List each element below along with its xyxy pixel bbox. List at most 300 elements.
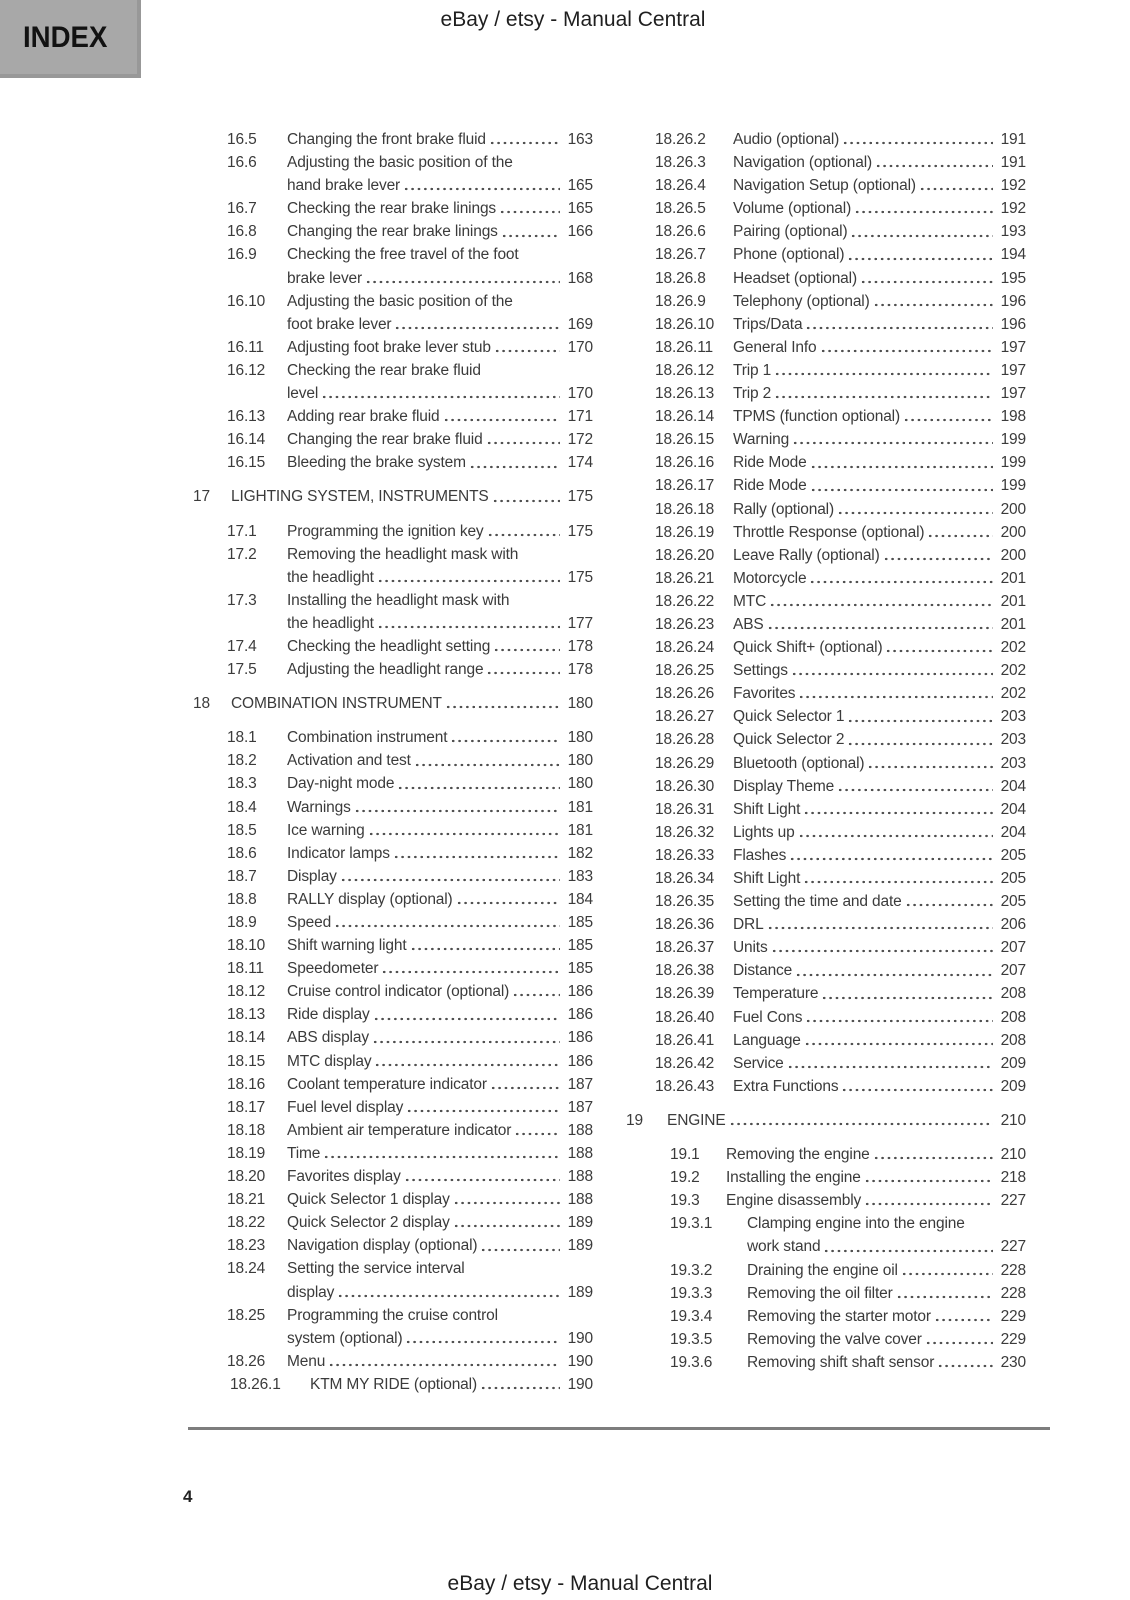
entry-body <box>747 1305 1026 1328</box>
entry-title-line: Navigation (optional) <box>733 154 873 172</box>
entry-body <box>287 1304 593 1350</box>
dot-leader <box>885 636 993 659</box>
entry-number: 18.26.26 <box>655 685 715 703</box>
toc-entry[interactable] <box>193 1026 593 1049</box>
dot-leader <box>804 1029 993 1052</box>
dot-leader <box>328 1350 560 1373</box>
toc-entry[interactable] <box>626 1189 1026 1212</box>
toc-entry[interactable] <box>193 1003 593 1026</box>
entry-title-line: Warning <box>733 431 790 449</box>
toc-entry[interactable] <box>626 567 1026 590</box>
entry-number: 18.7 <box>227 867 257 885</box>
entry-body <box>287 1119 593 1142</box>
entry-number: 18.4 <box>227 798 257 816</box>
dot-leader <box>847 243 993 266</box>
entry-title-line: Activation and test <box>287 752 411 770</box>
toc-entry[interactable] <box>626 798 1026 821</box>
toc-entry[interactable] <box>193 428 593 451</box>
toc-entry[interactable] <box>193 1119 593 1142</box>
entry-number: 19.3.4 <box>670 1307 713 1325</box>
toc-entry[interactable] <box>626 1143 1026 1166</box>
toc-entry[interactable] <box>626 544 1026 567</box>
dot-leader <box>450 726 560 749</box>
entry-title-line: Leave Rally (optional) <box>733 546 880 564</box>
toc-entry[interactable] <box>626 775 1026 798</box>
entry-page: 206 <box>1000 916 1026 934</box>
entry-body <box>733 705 1026 728</box>
entry-title-line: Service <box>733 1054 784 1072</box>
dot-leader <box>842 128 993 151</box>
dot-leader <box>453 1188 560 1211</box>
entry-title-line: system (optional) <box>287 1329 403 1347</box>
toc-entry[interactable] <box>626 521 1026 544</box>
dot-leader <box>860 267 993 290</box>
toc-entry[interactable] <box>193 819 593 842</box>
toc-entry[interactable] <box>193 749 593 772</box>
dot-leader <box>514 1119 560 1142</box>
dot-leader <box>767 613 993 636</box>
entry-title-line: ABS <box>733 615 764 633</box>
toc-entry[interactable] <box>626 1305 1026 1328</box>
toc-entry[interactable] <box>626 474 1026 497</box>
toc-entry[interactable] <box>626 867 1026 890</box>
entry-title-line: Favorites display <box>287 1168 401 1186</box>
entry-page: 189 <box>567 1214 593 1232</box>
entry-body <box>733 151 1026 174</box>
entry-number: 18.26 <box>227 1352 266 1370</box>
toc-entry[interactable] <box>626 290 1026 313</box>
entry-page: 228 <box>1000 1284 1026 1302</box>
entry-title-line: General Info <box>733 338 817 356</box>
dot-leader <box>368 819 560 842</box>
entry-page: 227 <box>1000 1192 1026 1210</box>
entry-page: 205 <box>1000 893 1026 911</box>
entry-title-line: Favorites <box>733 685 796 703</box>
toc-entry[interactable] <box>193 197 593 220</box>
dot-leader <box>403 174 560 197</box>
toc-entry[interactable] <box>626 636 1026 659</box>
toc-entry[interactable] <box>626 128 1026 151</box>
toc-entry[interactable] <box>626 890 1026 913</box>
entry-title-line: Display <box>287 867 337 885</box>
toc-entry[interactable] <box>193 359 593 405</box>
entry-number: 18.26.5 <box>655 200 706 218</box>
toc-entry[interactable] <box>626 590 1026 613</box>
dot-leader <box>445 692 560 715</box>
toc-entry[interactable] <box>193 243 593 289</box>
entry-title-line: Speed <box>287 914 332 931</box>
toc-entry[interactable] <box>626 682 1026 705</box>
entry-body <box>287 1188 593 1211</box>
entry-page: 202 <box>1000 685 1026 703</box>
toc-entry[interactable] <box>626 428 1026 451</box>
entry-title-line: Removing the engine <box>726 1146 870 1164</box>
entry-number: 18.26.18 <box>655 500 715 518</box>
dot-leader <box>925 1328 993 1351</box>
toc-entry[interactable] <box>626 1006 1026 1029</box>
entry-number: 18.3 <box>227 775 257 793</box>
entry-page: 200 <box>1000 500 1026 518</box>
entry-body <box>733 613 1026 636</box>
toc-entry[interactable] <box>626 1259 1026 1282</box>
toc-entry[interactable] <box>626 359 1026 382</box>
entry-body <box>287 520 593 543</box>
toc-entry[interactable] <box>626 451 1026 474</box>
entry-page: 184 <box>567 890 593 908</box>
entry-body <box>733 659 1026 682</box>
entry-page: 229 <box>1000 1330 1026 1348</box>
entry-page: 191 <box>1000 154 1026 172</box>
dot-leader <box>867 752 993 775</box>
entry-number: 18.19 <box>227 1144 266 1162</box>
entry-page: 204 <box>1000 777 1026 795</box>
entry-title-line: Adjusting foot brake lever stub <box>287 338 491 356</box>
entry-number: 18.14 <box>227 1029 266 1047</box>
entry-number: 18.5 <box>227 821 257 839</box>
entry-number: 18.26.21 <box>655 569 715 587</box>
toc-entry[interactable] <box>626 151 1026 174</box>
toc-entry[interactable] <box>193 151 593 197</box>
entry-page: 180 <box>567 752 593 770</box>
entry-page: 201 <box>1000 592 1026 610</box>
entry-page: 218 <box>1000 1169 1026 1187</box>
entry-number: 19.3.1 <box>670 1215 713 1233</box>
entry-title-line: Quick Selector 2 display <box>287 1214 450 1232</box>
entry-number: 18.26.42 <box>655 1054 715 1072</box>
dot-leader <box>354 796 560 819</box>
toc-entry[interactable] <box>193 957 593 980</box>
entry-page: 193 <box>1000 223 1026 241</box>
dot-leader <box>501 220 560 243</box>
index-tab-label: INDEX <box>23 21 108 54</box>
toc-entry[interactable] <box>193 658 593 681</box>
entry-number: 19.1 <box>670 1146 700 1164</box>
entry-body <box>733 590 1026 613</box>
entry-page: 187 <box>567 1075 593 1093</box>
toc-entry[interactable] <box>193 1188 593 1211</box>
dot-leader <box>809 567 993 590</box>
toc-entry[interactable] <box>193 772 593 795</box>
entry-number: 18.26.3 <box>655 154 706 172</box>
entry-title-line: Distance <box>733 962 793 980</box>
dot-leader <box>767 913 993 936</box>
toc-entry[interactable] <box>193 543 593 589</box>
entry-title-line: Removing the starter motor <box>747 1307 931 1325</box>
entry-body <box>733 544 1026 567</box>
entry-body <box>733 451 1026 474</box>
entry-page: 188 <box>567 1191 593 1209</box>
footer-rule <box>188 1427 1050 1430</box>
entry-page: 186 <box>567 1006 593 1024</box>
entry-body <box>733 936 1026 959</box>
dot-leader <box>854 197 993 220</box>
dot-leader <box>512 980 560 1003</box>
toc-entry[interactable] <box>193 1096 593 1119</box>
entry-page: 201 <box>1000 569 1026 587</box>
toc-entry[interactable] <box>193 128 593 151</box>
entry-number: 18.6 <box>227 844 257 862</box>
entry-page: 192 <box>1000 200 1026 218</box>
entry-body <box>287 428 593 451</box>
toc-entry[interactable] <box>626 1351 1026 1374</box>
entry-number: 16.14 <box>227 431 266 449</box>
entry-title-line: Setting the time and date <box>733 893 902 911</box>
entry-body <box>287 1257 593 1303</box>
dot-leader <box>883 544 993 567</box>
entry-number: 18.26.25 <box>655 662 715 680</box>
entry-body <box>287 336 593 359</box>
entry-title-line: Throttle Response (optional) <box>733 523 925 541</box>
entry-body <box>733 913 1026 936</box>
entry-page: 200 <box>1000 546 1026 564</box>
entry-page: 190 <box>567 1352 593 1370</box>
entry-title-line: Settings <box>733 662 788 680</box>
toc-entry[interactable] <box>193 842 593 865</box>
toc-entry[interactable] <box>626 267 1026 290</box>
entry-number: 18.26.36 <box>655 916 715 934</box>
entry-number: 18.26.43 <box>655 1077 715 1095</box>
entry-number: 19.2 <box>670 1169 700 1187</box>
toc-entry[interactable] <box>193 635 593 658</box>
entry-page: 204 <box>1000 823 1026 841</box>
entry-number: 18.16 <box>227 1075 266 1093</box>
entry-body <box>733 798 1026 821</box>
toc-entry[interactable] <box>193 1073 593 1096</box>
toc-entry[interactable] <box>193 1211 593 1234</box>
entry-page: 205 <box>1000 846 1026 864</box>
entry-page: 181 <box>567 821 593 839</box>
entry-page: 170 <box>567 385 593 403</box>
entry-body <box>287 957 593 980</box>
entry-title-line: Changing the front brake fluid <box>287 131 486 148</box>
entry-body <box>733 359 1026 382</box>
dot-leader <box>837 498 993 521</box>
entry-title-line: Removing the headlight mask with <box>287 545 519 563</box>
entry-body <box>733 682 1026 705</box>
entry-number: 18.26.39 <box>655 985 715 1003</box>
entry-number: 18.12 <box>227 983 266 1001</box>
toc-entry[interactable] <box>193 796 593 819</box>
toc-entry[interactable] <box>626 821 1026 844</box>
entry-body <box>287 726 593 749</box>
entry-title-line: Quick Selector 1 <box>733 708 845 726</box>
toc-entry[interactable] <box>193 220 593 243</box>
entry-body <box>231 485 593 508</box>
entry-number: 18.18 <box>227 1121 266 1139</box>
toc-entry[interactable] <box>626 243 1026 266</box>
toc-entry[interactable] <box>193 485 593 508</box>
entry-body <box>287 359 593 405</box>
toc-entry[interactable] <box>626 705 1026 728</box>
toc-entry[interactable] <box>626 844 1026 867</box>
toc-entry[interactable] <box>626 728 1026 751</box>
toc-entry[interactable] <box>193 726 593 749</box>
entry-page: 197 <box>1000 361 1026 379</box>
dot-leader <box>456 888 560 911</box>
entry-body <box>733 197 1026 220</box>
toc-entry[interactable] <box>626 1029 1026 1052</box>
toc-entry[interactable] <box>193 1257 593 1303</box>
dot-leader <box>480 1373 560 1396</box>
entry-title-line: Extra Functions <box>733 1077 839 1095</box>
entry-body <box>733 498 1026 521</box>
entry-number: 18.26.23 <box>655 615 715 633</box>
toc-entry[interactable] <box>193 1142 593 1165</box>
entry-number: 18.26.6 <box>655 223 706 241</box>
entry-title-line: Shift Light <box>733 870 801 887</box>
entry-number: 19.3.5 <box>670 1330 713 1348</box>
entry-number: 18.15 <box>227 1052 266 1070</box>
toc-entry[interactable] <box>626 1075 1026 1098</box>
entry-number: 17.4 <box>227 637 257 655</box>
toc-entry[interactable] <box>193 1373 593 1396</box>
entry-title-line: Combination instrument <box>287 729 448 747</box>
toc-entry[interactable] <box>193 1050 593 1073</box>
toc-entry[interactable] <box>626 313 1026 336</box>
toc-column-left <box>193 128 593 1396</box>
toc-entry[interactable] <box>193 589 593 635</box>
dot-leader <box>492 485 560 508</box>
toc-entry[interactable] <box>193 290 593 336</box>
entry-title-line: Checking the rear brake fluid <box>287 361 481 379</box>
entry-page: 196 <box>1000 315 1026 333</box>
dot-leader <box>934 1305 993 1328</box>
entry-page: 187 <box>567 1098 593 1116</box>
entry-number: 16.11 <box>227 338 264 356</box>
toc-entry[interactable] <box>626 1328 1026 1351</box>
toc-entry[interactable] <box>626 913 1026 936</box>
entry-body <box>733 959 1026 982</box>
dot-leader <box>334 911 560 934</box>
dot-leader <box>937 1351 993 1374</box>
toc-entry[interactable] <box>626 382 1026 405</box>
toc-entry[interactable] <box>193 934 593 957</box>
entry-page: 196 <box>1000 292 1026 310</box>
toc-entry[interactable] <box>626 982 1026 1005</box>
toc-entry[interactable] <box>626 1282 1026 1305</box>
toc-entry[interactable] <box>193 1165 593 1188</box>
toc-entry[interactable] <box>193 451 593 474</box>
entry-page: 178 <box>567 661 593 679</box>
toc-entry[interactable] <box>193 865 593 888</box>
entry-number: 17.5 <box>227 661 257 679</box>
dot-leader <box>373 1003 560 1026</box>
toc-entry[interactable] <box>626 1212 1026 1258</box>
entry-title-line: Quick Shift+ (optional) <box>733 639 883 657</box>
entry-title-line: Quick Selector 2 <box>733 731 845 749</box>
toc-entry[interactable] <box>626 405 1026 428</box>
entry-title-line: Shift Light <box>733 800 801 818</box>
entry-body <box>287 772 593 795</box>
entry-body <box>733 128 1026 151</box>
toc-entry[interactable] <box>626 752 1026 775</box>
dot-leader <box>810 474 993 497</box>
entry-number: 18.26.20 <box>655 546 715 564</box>
toc-entry[interactable] <box>193 1350 593 1373</box>
entry-number: 16.10 <box>227 292 266 310</box>
toc-entry[interactable] <box>626 174 1026 197</box>
entry-number: 18.26.19 <box>655 523 715 541</box>
entry-number: 18.17 <box>227 1098 266 1116</box>
entry-title-line: Bluetooth (optional) <box>733 754 865 772</box>
entry-page: 188 <box>567 1121 593 1139</box>
toc-entry[interactable] <box>193 1304 593 1350</box>
dot-leader <box>841 1075 993 1098</box>
toc-entry[interactable] <box>626 959 1026 982</box>
entry-number: 16.15 <box>227 454 266 472</box>
entry-page: 165 <box>567 177 593 195</box>
toc-entry[interactable] <box>626 220 1026 243</box>
entry-title-line: foot brake lever <box>287 315 392 333</box>
entry-title-line: Checking the rear brake linings <box>287 200 497 218</box>
entry-body <box>287 888 593 911</box>
entry-title-line: level <box>287 385 319 403</box>
entry-title-line: Temperature <box>733 985 819 1003</box>
toc-entry[interactable] <box>626 1166 1026 1189</box>
toc-entry[interactable] <box>193 520 593 543</box>
entry-title-line: Lights up <box>733 823 795 841</box>
entry-title-line: RALLY display (optional) <box>287 890 453 908</box>
toc-entry[interactable] <box>626 336 1026 359</box>
entry-number: 18.24 <box>227 1260 266 1278</box>
dot-leader <box>404 1165 560 1188</box>
entry-body <box>287 1073 593 1096</box>
entry-title-line: brake lever <box>287 269 363 287</box>
toc-entry[interactable] <box>193 336 593 359</box>
entry-title-line: KTM MY RIDE (optional) <box>310 1375 477 1393</box>
toc-entry[interactable] <box>193 1234 593 1257</box>
entry-title-line: Language <box>733 1031 801 1049</box>
dot-leader <box>864 1189 993 1212</box>
dot-leader <box>729 1109 993 1132</box>
toc-entry[interactable] <box>193 980 593 1003</box>
toc-entry[interactable] <box>626 197 1026 220</box>
entry-title-line: Shift warning light <box>287 937 407 955</box>
toc-entry[interactable] <box>626 1109 1026 1132</box>
toc-entry[interactable] <box>193 911 593 934</box>
dot-leader <box>377 612 560 635</box>
entry-page: 194 <box>1000 246 1026 264</box>
entry-body <box>287 197 593 220</box>
dot-leader <box>864 1166 993 1189</box>
dot-leader <box>490 1073 560 1096</box>
entry-number: 17.3 <box>227 591 257 609</box>
toc-entry[interactable] <box>626 1052 1026 1075</box>
entry-number: 18.26.29 <box>655 754 715 772</box>
entry-body <box>747 1328 1026 1351</box>
toc-entry[interactable] <box>626 613 1026 636</box>
entry-title-line: TPMS (function optional) <box>733 408 900 426</box>
dot-leader <box>771 936 993 959</box>
entry-title-line: Checking the headlight setting <box>287 637 491 655</box>
toc-entry[interactable] <box>626 498 1026 521</box>
entry-number: 19 <box>626 1111 643 1129</box>
entry-page: 178 <box>567 637 593 655</box>
toc-entry[interactable] <box>193 405 593 428</box>
toc-entry[interactable] <box>193 888 593 911</box>
toc-entry[interactable] <box>193 692 593 715</box>
entry-title-line: Clamping engine into the engine <box>747 1215 965 1233</box>
entry-title-line: the headlight <box>287 614 374 632</box>
entry-title-line: Menu <box>287 1352 326 1370</box>
toc-entry[interactable] <box>626 936 1026 959</box>
toc-entry[interactable] <box>626 659 1026 682</box>
entry-page: 210 <box>1000 1111 1026 1129</box>
entry-body <box>287 128 593 151</box>
entry-body <box>287 589 593 635</box>
entry-body <box>287 796 593 819</box>
entry-page: 191 <box>1000 131 1026 148</box>
